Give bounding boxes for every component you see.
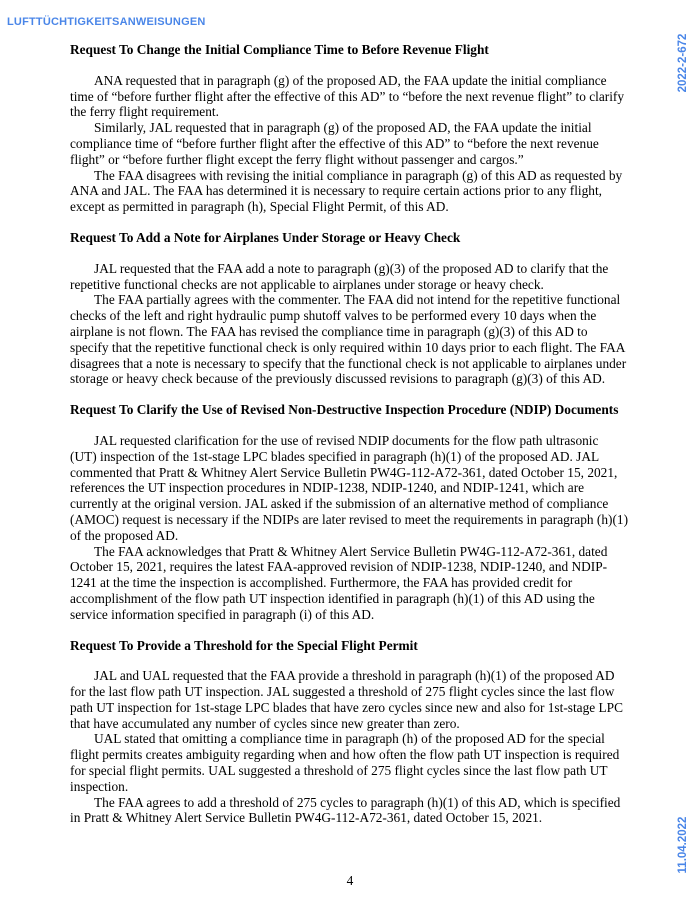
- section-heading: Request To Change the Initial Compliance Time to Before Revenue Flight: [70, 42, 489, 57]
- paragraph: ANA requested that in paragraph (g) of the proposed AD, the FAA update the initial compliance time of “before further flight after the effective of this AD” to “before the next revenue flight” to clarify the ferry flight requirement.: [70, 72, 625, 120]
- section-heading: Request To Add a Note for Airplanes Under Storage or Heavy Check: [70, 229, 461, 245]
- section-heading: Request To Provide a Threshold for the Special Flight Permit: [70, 637, 418, 653]
- paragraph: JAL and UAL requested that the FAA provide a threshold in paragraph (h)(1) of the proposed AD for the last flow path UT inspection. JAL suggested a threshold of 275 flight cycles since the last flow path UT inspection for 1st-stage LPC blades that have zero cycles since new and also for 1st-stage LPC that have accumulated any number of cycles since new greater than zero.: [70, 668, 624, 731]
- paragraph: JAL requested clarification for the use of revised NDIP documents for the flow path ultrasonic (UT) inspection of the 1st-stage LPC blades specified in paragraph (h)(1) of the proposed AD. JAL commented that Pratt & Whitney Alert Service Bulletin PW4G-112-A72-361, dated October 15, 2021, references the UT inspection procedures in NDIP-1238, NDIP-1240, and NDIP-1241, which are currently at the original version. JAL asked if the submission of an alternative method of compliance (AMOC) request is necessary if the NDIPs are later revised to meet the requirements in paragraph (h)(1) of the proposed AD.: [70, 432, 629, 543]
- paragraph: The FAA partially agrees with the commenter. The FAA did not intend for the repetitive functional checks of the left and right hydraulic pump shutoff valves to be performed every 10 days when the airplane is not flown. The FAA has revised the compliance time in paragraph (g)(3) of this AD to specify that the repetitive functional check is only required within 10 days prior to each flight. The FAA disagrees that a note is necessary to specify that the functional check is not applicable to airplanes under storage or heavy check because of the previously discussed revisions to paragraph (g)(3) of this AD.: [70, 292, 627, 387]
- paragraph: UAL stated that omitting a compliance time in paragraph (h) of the proposed AD for the special flight permits creates ambiguity regarding when and how often the flow path UT inspection is required for special flight permits. UAL suggested a threshold of 275 flight cycles since the last flow path UT inspection.: [70, 731, 620, 794]
- section-ndip-documents: [70, 402, 628, 622]
- paragraph: The FAA agrees to add a threshold of 275 cycles to paragraph (h)(1) of this AD, which is specified in Pratt & Whitney Alert Service Bulletin PW4G-112-A72-361, dated October 15, 2021.: [70, 794, 621, 826]
- document-body: [70, 34, 628, 826]
- paragraph: The FAA disagrees with revising the initial compliance in paragraph (g) of this AD as requested by ANA and JAL. The FAA has determined it is necessary to require certain actions prior to any flight, except as permitted in paragraph (h), Special Flight Permit, of this AD.: [70, 167, 623, 215]
- section-special-flight-permit: [70, 638, 628, 827]
- section-storage-heavy-check: [70, 230, 628, 387]
- section-heading: Request To Clarify the Use of Revised Non-Destructive Inspection Procedure (NDIP) Documents: [70, 402, 619, 418]
- section-revenue-flight: [70, 42, 628, 215]
- page-number: 4: [346, 873, 354, 888]
- side-reference-number: 2022-2-672: [677, 33, 689, 93]
- paragraph: JAL requested that the FAA add a note to paragraph (g)(3) of the proposed AD to clarify that the repetitive functional checks are not applicable to airplanes under storage or heavy check.: [70, 260, 609, 292]
- paragraph: The FAA acknowledges that Pratt & Whitney Alert Service Bulletin PW4G-112-A72-361, dated October 15, 2021, requires the latest FAA-approved revision of NDIP-1238, NDIP-1240, and NDIP-1241 at the time the inspection is accomplished. Furthermore, the FAA has provided credit for accomplishment of the flow path UT inspection identified in paragraph (h)(1) of this AD using the service information specified in paragraph (i) of this AD.: [70, 543, 608, 622]
- header-label: LUFTTÜCHTIGKEITSANWEISUNGEN: [7, 16, 206, 28]
- paragraph: Similarly, JAL requested that in paragraph (g) of the proposed AD, the FAA update the initial compliance time of “before further flight after the effective of this AD” to “before the next revenue flight” or “before further flight except the ferry flight without passenger and cargos.”: [70, 120, 599, 167]
- side-date: 11.04.2022: [677, 816, 689, 874]
